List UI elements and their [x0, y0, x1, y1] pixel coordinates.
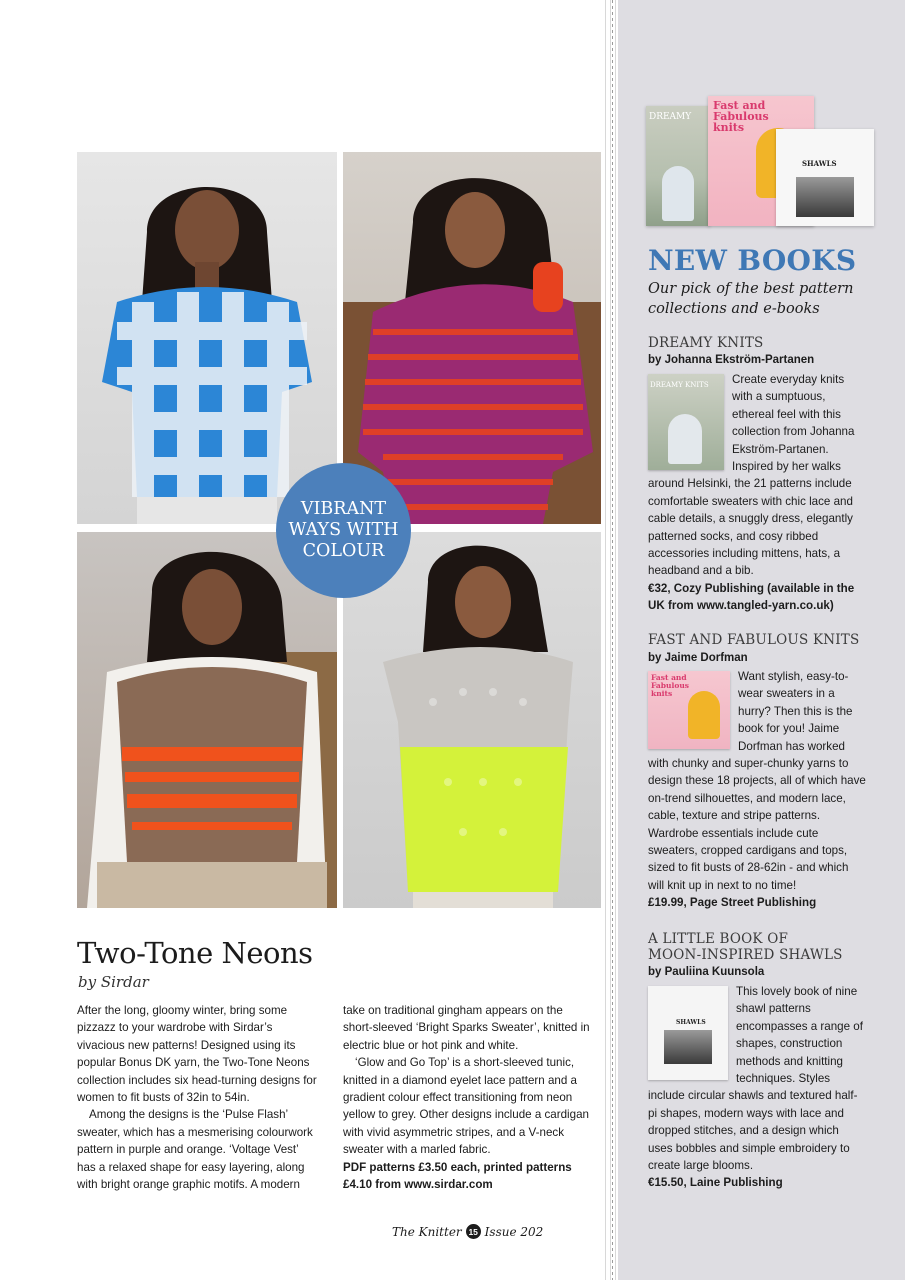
article-paragraph: take on traditional gingham appears on the short-sleeved ‘Bright Sparks Sweater’, knitted in electric blue or hot pink and white.	[343, 1004, 590, 1052]
book-title: FAST AND FABULOUS KNITS	[648, 632, 860, 648]
article-paragraph: After the long, gloomy winter, bring some pizzazz to your wardrobe with Sirdar’s vivacious new patterns! Designed using its popular Bonus DK yarn, the Two-Tone Neons collection includes six head-turning designs for women to fit busts of 32in to 54in.	[77, 1004, 317, 1105]
photo-gingham-sweater	[77, 152, 337, 524]
cover-title: Fast and Fabulous knits	[713, 99, 769, 134]
issue-number: Issue 202	[484, 1224, 544, 1239]
article-byline: by Sirdar	[78, 973, 149, 991]
page-gutter	[603, 0, 619, 1280]
article-paragraph: ‘Glow and Go Top’ is a short-sleeved tunic, knitted in a diamond eyelet lace pattern and a gradient colour effect transitioning from neon yellow to grey. Other designs include a cardigan with vivid asymmetric stripes, and a V-neck sweater with a marled fabric.	[343, 1056, 589, 1157]
book-price: €32, Cozy Publishing (available in the UK from www.tangled-yarn.co.uk)	[648, 581, 855, 613]
thumbnail-figure	[688, 691, 720, 739]
photo-glow-and-go-top	[343, 532, 601, 908]
book-title: DREAMY KNITS	[648, 335, 764, 351]
magazine-name: The Knitter	[392, 1224, 462, 1239]
cover-title: SHAWLS	[802, 159, 837, 168]
book-review	[648, 983, 866, 1192]
book-thumbnail	[648, 671, 730, 749]
book-description: Create everyday knits with a sumptuous, ethereal feel with this collection from Johanna Ekström-Partanen. Inspired by her walks around Helsinki, the 21 patterns include comfortable sweaters with chic lace and cable details, a snuggly dress, elegantly patterned socks, and cosy ribbed accessories including mittens, hats, a headband and a bib.	[648, 373, 855, 578]
book-review	[648, 668, 866, 912]
book-author: by Pauliina Kuunsola	[648, 966, 765, 978]
book-title: A LITTLE BOOK OF MOON-INSPIRED SHAWLS	[648, 931, 843, 963]
book-description: Want stylish, easy-to-wear sweaters in a hurry? Then this is the book for you! Jaime Dorfman has worked with chunky and super-chunky yarns to design these 18 projects, all of which have on-trend silhouettes, and modern lace, cable, texture and stripe patterns. Wardrobe essentials include cute sweaters, cropped cardigans and tops, sized to fit busts of 28-62in - and which will knit up in next to no time!	[648, 670, 866, 892]
book-description: This lovely book of nine shawl patterns encompasses a range of shapes, construction methods and knitting techniques. Styles include circular shawls and textured half-pi shapes, modern ways with lace and dropped stitches, and a design which uses bobbles and simple embroidery to create large blooms.	[648, 985, 863, 1173]
book-price: £19.99, Page Street Publishing	[648, 896, 817, 910]
cover-moon-shawls	[776, 129, 874, 226]
book-covers-stack	[646, 96, 876, 228]
photo-voltage-vest	[77, 532, 337, 908]
badge-text: VIBRANT WAYS WITH COLOUR	[288, 499, 399, 561]
cover-image	[796, 177, 854, 217]
photo-pulse-flash-sweater	[343, 152, 601, 524]
book-price: €15.50, Laine Publishing	[648, 1176, 783, 1190]
article-column-2	[343, 1002, 595, 1193]
book-review	[648, 371, 866, 615]
article-paragraph: Among the designs is the ‘Pulse Flash’ sweater, which has a mesmerising colourwork pattern in purple and orange. ‘Voltage Vest’ has a relaxed shape for easy layering, along with bright orange graphic motifs. A modern	[77, 1108, 313, 1192]
cover-title: DREAMY	[649, 112, 692, 122]
feature-badge	[276, 463, 411, 598]
page-folio	[392, 1224, 543, 1239]
thumbnail-title: DREAMY KNITS	[650, 381, 709, 389]
thumbnail-figure	[668, 414, 702, 464]
gutter-stitch-line	[612, 0, 613, 1280]
book-author: by Jaime Dorfman	[648, 652, 748, 664]
cover-figure	[662, 166, 694, 221]
thumbnail-image	[664, 1030, 712, 1064]
thumbnail-title: Fast and Fabulous knits	[651, 673, 689, 698]
book-thumbnail	[648, 986, 728, 1080]
book-thumbnail	[648, 374, 724, 470]
article-column-1	[77, 1002, 320, 1193]
book-author: by Johanna Ekström-Partanen	[648, 354, 815, 366]
sidebar-heading: NEW BOOKS	[648, 244, 857, 277]
article-title: Two-Tone Neons	[77, 936, 313, 970]
article-price: PDF patterns £3.50 each, printed patterns £4.10 from www.sirdar.com	[343, 1160, 572, 1192]
cover-dreamy-knits	[646, 106, 710, 226]
sidebar-subheading: Our pick of the best pattern collections and e-books	[648, 281, 854, 317]
page-number: 15	[466, 1224, 481, 1239]
thumbnail-title: SHAWLS	[676, 1019, 706, 1026]
